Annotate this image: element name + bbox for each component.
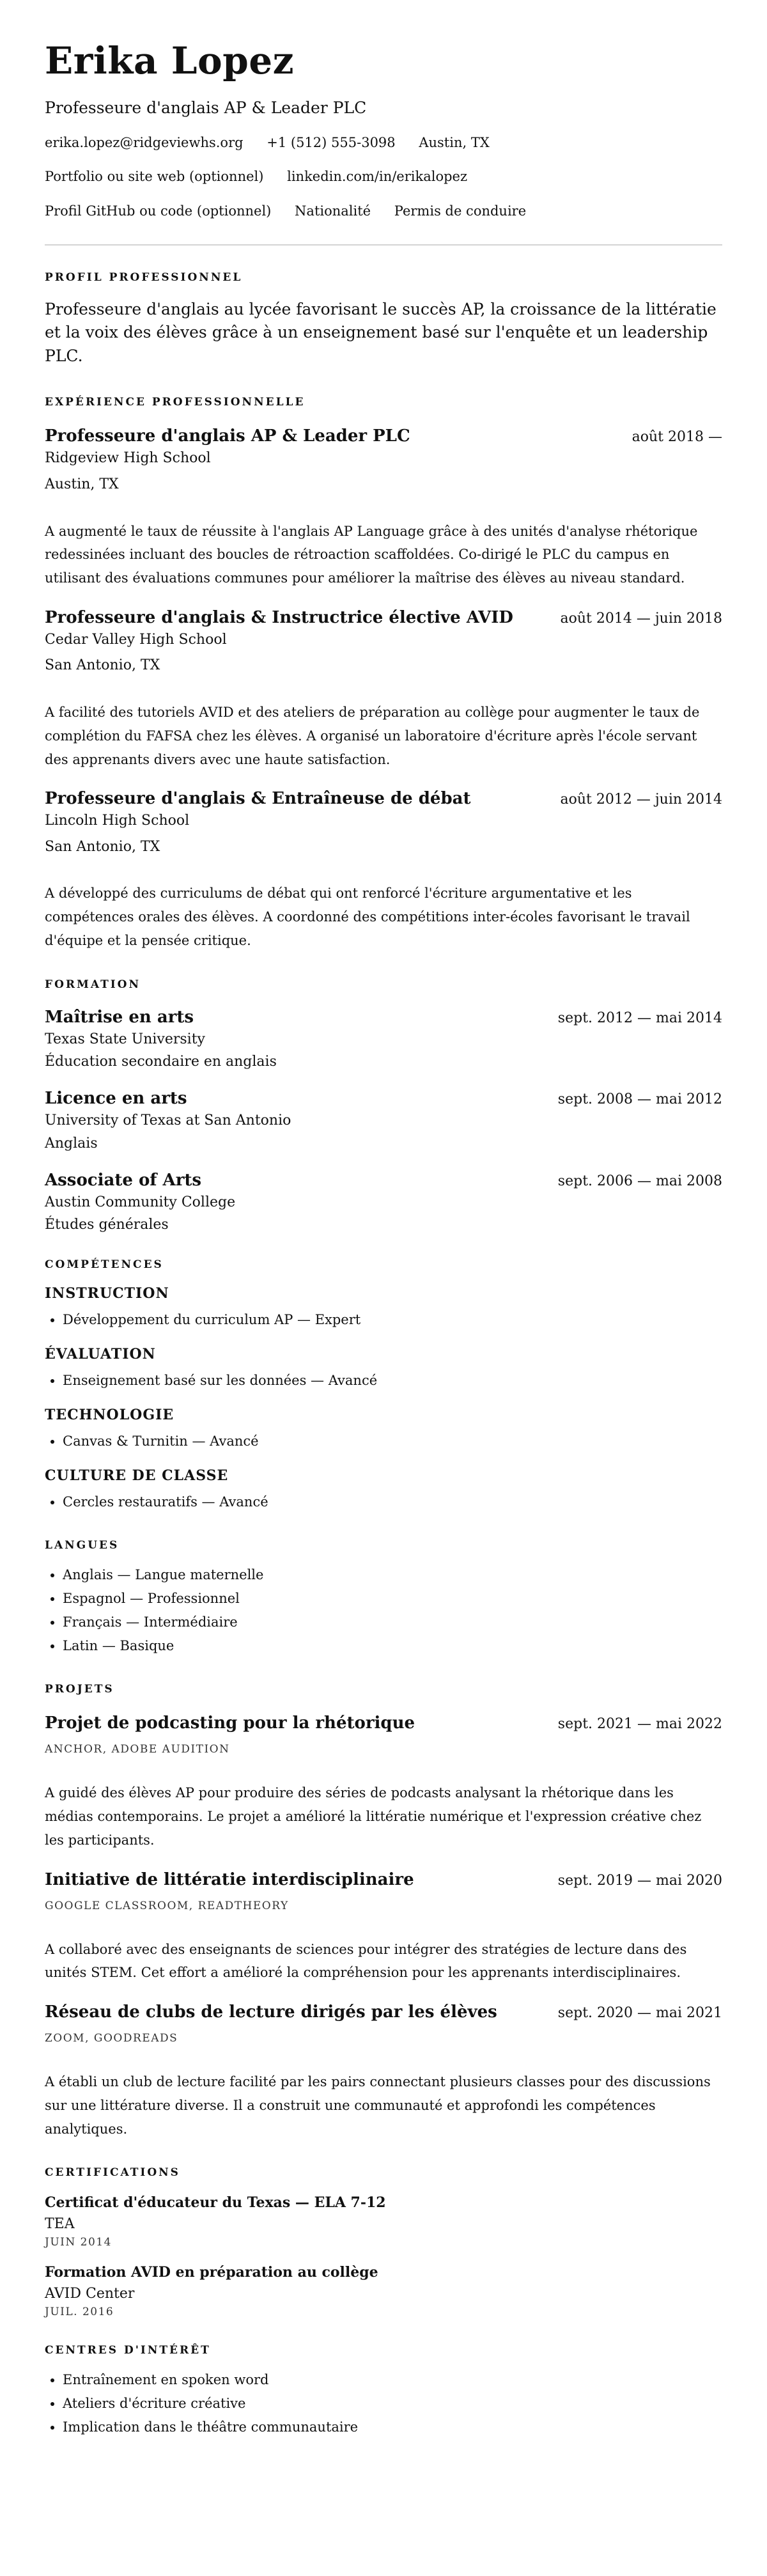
contact-license: Permis de conduire bbox=[394, 203, 527, 219]
degree-title: Licence en arts bbox=[45, 1089, 187, 1109]
job-title: Professeure d'anglais AP & Leader PLC bbox=[45, 426, 410, 446]
contact-nationality: Nationalité bbox=[295, 203, 371, 219]
job-title: Professeure d'anglais & Instructrice élective AVID bbox=[45, 607, 513, 627]
experience-item bbox=[45, 426, 722, 589]
experience-item bbox=[45, 789, 722, 952]
certification-date: JUIN 2014 bbox=[45, 2236, 112, 2249]
language-item: • Français — Intermédiaire bbox=[63, 1611, 722, 1634]
skill-item: • Enseignement basé sur les données — Avancé bbox=[63, 1369, 722, 1393]
project-description: A guidé des élèves AP pour produire des séries de podcasts analysant la rhétorique dans les médias contemporains. Le projet a amélioré la littératie numérique et l'expression créative chez les participants. bbox=[45, 1785, 702, 1848]
degree-school: Texas State University bbox=[45, 1031, 205, 1047]
job-location: San Antonio, TX bbox=[45, 657, 160, 674]
summary-section bbox=[45, 271, 722, 368]
job-description: A développé des curriculums de débat qui ont renforcé l'écriture argumentative et les compétences orales des élèves. A coordonné des compétitions inter-écoles favorisant le travail d'équipe et la pensée critique. bbox=[45, 886, 690, 948]
skill-item: • Développement du curriculum AP — Expert bbox=[63, 1308, 722, 1332]
degree-date: sept. 2008 — mai 2012 bbox=[557, 1091, 722, 1108]
degree-field: Anglais bbox=[45, 1135, 98, 1151]
project-title: Réseau de clubs de lecture dirigés par les élèves bbox=[45, 2002, 497, 2022]
candidate-name: Erika Lopez bbox=[45, 39, 295, 82]
skill-group bbox=[45, 1346, 722, 1393]
experience-title: EXPÉRIENCE PROFESSIONNELLE bbox=[45, 396, 306, 409]
project-description: A établi un club de lecture facilité par les pairs connectant plusieurs classes pour des discussions sur une littérature diverse. Il a construit une communauté et approfondi les compétences analytiques. bbox=[45, 2074, 711, 2137]
project-tech: ZOOM, GOODREADS bbox=[45, 2032, 178, 2045]
skills-title: COMPÉTENCES bbox=[45, 1258, 164, 1272]
education-item bbox=[45, 1089, 722, 1151]
certification-title: Certificat d'éducateur du Texas — ELA 7-12 bbox=[45, 2194, 386, 2212]
job-date: août 2014 — juin 2018 bbox=[560, 610, 722, 627]
education-section bbox=[45, 978, 722, 1233]
contact-email[interactable]: erika.lopez@ridgeviewhs.org bbox=[45, 135, 244, 150]
language-item: • Latin — Basique bbox=[63, 1634, 722, 1658]
project-tech: GOOGLE CLASSROOM, READTHEORY bbox=[45, 1899, 289, 1912]
education-title: FORMATION bbox=[45, 978, 141, 991]
projects-section bbox=[45, 1683, 722, 2141]
certification-org: TEA bbox=[45, 2216, 75, 2233]
summary-title: PROFIL PROFESSIONNEL bbox=[45, 270, 243, 284]
contact-row-1 bbox=[45, 134, 722, 152]
project-title: Projet de podcasting pour la rhétorique bbox=[45, 1713, 415, 1733]
certifications-title: CERTIFICATIONS bbox=[45, 2166, 180, 2180]
project-date: sept. 2020 — mai 2021 bbox=[557, 2005, 722, 2022]
project-date: sept. 2021 — mai 2022 bbox=[557, 1716, 722, 1733]
skill-list bbox=[45, 1308, 722, 1332]
languages-section bbox=[45, 1539, 722, 1657]
skill-category: INSTRUCTION bbox=[45, 1285, 169, 1302]
skill-list bbox=[45, 1490, 722, 1514]
projects-title: PROJETS bbox=[45, 1683, 114, 1696]
skill-group bbox=[45, 1285, 722, 1332]
education-item bbox=[45, 1008, 722, 1070]
job-date: août 2012 — juin 2014 bbox=[560, 792, 722, 808]
language-item: • Anglais — Langue maternelle bbox=[63, 1563, 722, 1587]
skill-list bbox=[45, 1369, 722, 1393]
job-description: A facilité des tutoriels AVID et des ateliers de préparation au collège pour augmenter le taux de complétion du FAFSA chez les élèves. A organisé un laboratoire d'écriture après l'école servant des apprenants divers avec une haute satisfaction. bbox=[45, 705, 700, 767]
interests-section bbox=[45, 2344, 722, 2439]
job-org: Ridgeview High School bbox=[45, 450, 211, 467]
project-item bbox=[45, 2002, 722, 2141]
contact-linkedin[interactable]: linkedin.com/in/erikalopez bbox=[287, 169, 468, 185]
skill-category: CULTURE DE CLASSE bbox=[45, 1467, 229, 1484]
project-title: Initiative de littératie interdisciplinaire bbox=[45, 1870, 414, 1889]
degree-title: Associate of Arts bbox=[45, 1170, 202, 1190]
job-title: Professeure d'anglais & Entraîneuse de débat bbox=[45, 789, 471, 809]
project-date: sept. 2019 — mai 2020 bbox=[557, 1872, 722, 1889]
skill-group bbox=[45, 1467, 722, 1514]
candidate-headline: Professeure d'anglais AP & Leader PLC bbox=[45, 98, 367, 117]
project-tech: ANCHOR, ADOBE AUDITION bbox=[45, 1743, 230, 1756]
contact-github[interactable]: Profil GitHub ou code (optionnel) bbox=[45, 203, 272, 219]
contact-location: Austin, TX bbox=[419, 135, 490, 150]
language-item: • Espagnol — Professionnel bbox=[63, 1587, 722, 1611]
degree-school: Austin Community College bbox=[45, 1194, 236, 1210]
project-description: A collaboré avec des enseignants de sciences pour intégrer des stratégies de lecture dans des unités STEM. Cet effort a amélioré la compréhension pour les apprenants interdisciplinaires. bbox=[45, 1941, 687, 1981]
languages-title: LANGUES bbox=[45, 1539, 120, 1552]
skill-list bbox=[45, 1430, 722, 1453]
project-item bbox=[45, 1713, 722, 1852]
certification-title: Formation AVID en préparation au collège bbox=[45, 2264, 378, 2281]
interests-title: CENTRES D'INTÉRÊT bbox=[45, 2344, 211, 2357]
summary-text: Professeure d'anglais au lycée favorisant le succès AP, la croissance de la littératie et la voix des élèves grâce à un enseignement basé sur l'enquête et un leadership PLC. bbox=[45, 299, 717, 365]
degree-title: Maîtrise en arts bbox=[45, 1007, 194, 1027]
language-list bbox=[45, 1563, 722, 1657]
skill-item: • Cercles restauratifs — Avancé bbox=[63, 1490, 722, 1514]
degree-date: sept. 2012 — mai 2014 bbox=[557, 1010, 722, 1026]
certification-date: JUIL. 2016 bbox=[45, 2306, 114, 2319]
certifications-section bbox=[45, 2166, 722, 2318]
contact-phone[interactable]: +1 (512) 555-3098 bbox=[267, 135, 396, 150]
skill-group bbox=[45, 1407, 722, 1453]
education-item bbox=[45, 1171, 722, 1233]
contact-row-2 bbox=[45, 168, 722, 185]
degree-date: sept. 2006 — mai 2008 bbox=[557, 1173, 722, 1189]
certification-item bbox=[45, 2194, 722, 2249]
project-item bbox=[45, 1870, 722, 1985]
interest-item: • Ateliers d'écriture créative bbox=[63, 2392, 722, 2416]
interest-item: • Implication dans le théâtre communautaire bbox=[63, 2416, 722, 2439]
degree-field: Éducation secondaire en anglais bbox=[45, 1054, 277, 1070]
job-date: août 2018 — bbox=[631, 429, 722, 446]
skill-item: • Canvas & Turnitin — Avancé bbox=[63, 1430, 722, 1453]
job-org: Lincoln High School bbox=[45, 813, 190, 829]
degree-school: University of Texas at San Antonio bbox=[45, 1112, 291, 1129]
header-divider bbox=[45, 244, 722, 246]
certification-item bbox=[45, 2264, 722, 2318]
interest-item: • Entraînement en spoken word bbox=[63, 2368, 722, 2392]
degree-field: Études générales bbox=[45, 1217, 169, 1233]
job-org: Cedar Valley High School bbox=[45, 631, 227, 648]
job-description: A augmenté le taux de réussite à l'anglais AP Language grâce à des unités d'analyse rhétorique redessinées incluant des boucles de rétroaction scaffoldées. Co-dirigé le PLC du campus en utilisant des évaluations communes pour améliorer la maîtrise des élèves au niveau standard. bbox=[45, 523, 698, 586]
contact-row-3 bbox=[45, 203, 722, 220]
experience-item bbox=[45, 608, 722, 771]
skill-category: ÉVALUATION bbox=[45, 1346, 156, 1363]
interest-list bbox=[45, 2368, 722, 2439]
resume-header bbox=[45, 0, 722, 220]
job-location: San Antonio, TX bbox=[45, 838, 160, 855]
skills-section bbox=[45, 1258, 722, 1513]
experience-section bbox=[45, 396, 722, 952]
job-location: Austin, TX bbox=[45, 476, 119, 492]
certification-org: AVID Center bbox=[45, 2286, 135, 2302]
skill-category: TECHNOLOGIE bbox=[45, 1406, 174, 1423]
contact-portfolio[interactable]: Portfolio ou site web (optionnel) bbox=[45, 169, 264, 185]
